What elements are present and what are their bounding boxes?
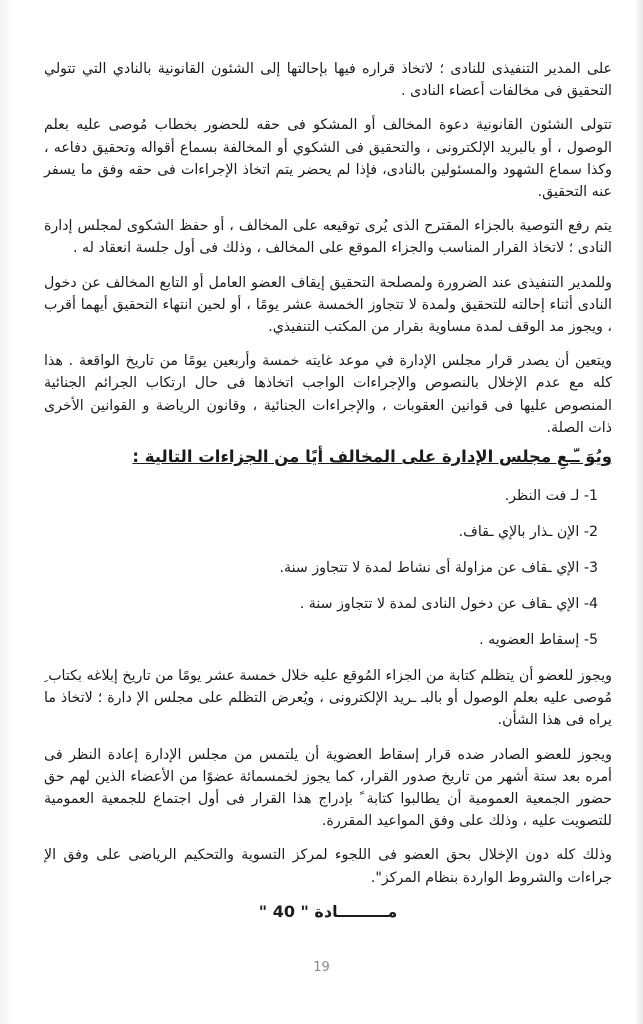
paragraph: ويجوز للعضو الصادر ضده قرار إسقاط العضوية أن يلتمس من مجلس الإدارة إعادة النظر فى أمره بعد ستة أشهر من تاريخ صدور القرار، كما يجوز لخمسمائة عضوًا من الأعضاء الذين لهم حق حضور الجمعية العمومية أن يطالبوا كتابة ً بإدراج هذا القرار فى أول اجتماع للجمعية العمومية للتصويت عليه ، وذلك على وفق المواعيد المقررة. — [44, 746, 612, 830]
list-item: 4- الإي ـقاف عن دخول النادى لمدة لا تتجاوز سنة . — [299, 596, 598, 613]
list-item: 2- الإن ـذار بالإي ـقاف. — [458, 524, 598, 541]
article-title: مـــــــــادة " 40 " — [258, 901, 398, 921]
list-item: 1- لـ فت النظر. — [504, 488, 598, 505]
document-body — [44, 58, 612, 923]
page-number: 19 — [313, 960, 330, 975]
paragraph: تتولى الشئون القانونية دعوة المخالف أو المشكو فى حقه للحضور بخطاب مُوصى عليه بعلم الوصول ، أو بالبريد الإلكترونى ، والتحقيق فى الشكوي أو المخالفة بسماع أقواله وتحقيق دفاعه ، وكذا سماع الشهود والمسئولين بالنادى، فإذا لم يحضر يتم اتخاذ الإجراءات فى حقه وفق ما يسفر عنه التحقيق. — [44, 117, 612, 201]
paragraph: على المدير التنفيذى للنادى ؛ لاتخاذ قراره فيها بإحالتها إلى الشئون القانونية بالنادي التي تتولي التحقيق فى مخالفات أعضاء النادى . — [44, 61, 612, 100]
paragraph: وذلك كله دون الإخلال بحق العضو فى اللجوء لمركز التسوية والتحكيم الرياضى على وفق الإ جراءات والشروط الواردة بنظام المركز". — [44, 847, 612, 886]
paragraph: وللمدير التنفيذى عند الضرورة ولمصلحة التحقيق إيقاف العضو العامل أو التابع المخالف عن دخول النادى أثناء إحالته للتحقيق ولمدة لا تتجاوز الخمسة عشر يومًا ، أو لحين انتهاء التحقيق أيهما أقرب ، ويجوز مد الوقف لمدة مساوية بقرار من المكتب التنفيذي. — [44, 274, 612, 336]
list-item: 3- الإي ـقاف عن مزاولة أى نشاط لمدة لا تتجاوز سنة. — [279, 560, 598, 577]
penalties-list — [44, 485, 612, 651]
list-item: 5- إسقاط العضويه . — [479, 632, 598, 649]
penalties-heading: ويُوَ ـّـعِ مجلس الإدارة على المخالف أيًا من الجزاءات التالية : — [132, 447, 612, 467]
paragraph: ويتعين أن يصدر قرار مجلس الإدارة في موعد غايته خمسة وأربعين يومًا من تاريخ الواقعة . هذا كله مع عدم الإخلال بالنصوص والإجراءات الواجب اتخاذها فى حال ارتكاب الجرائم الجنائية المنصوص عليها فى قوانين العقوبات ، والإجراءات الجنائية ، وقانون الرياضة و القوانين الأخرى ذات الصلة. — [44, 353, 612, 436]
paragraph: يتم رفع التوصية بالجزاء المقترح الذى يُرى توقيعه على المخالف ، أو حفظ الشكوى لمجلس إدارة النادى ؛ لاتخاذ القرار المناسب والجزاء الموقع على المخالف ، وذلك فى أول جلسة انعقاد له . — [44, 218, 612, 257]
paragraph: ويجوز للعضو أن يتظلم كتابة من الجزاء المُوقع عليه خلال خمسة عشر يومًا من تاريخ إبلاغه بكتاب ِ مُوصى عليه بعلم الوصول أو بالبـ ـريد الإلكترونى ، ويُعرض التظلم على مجلس الإ دارة ؛ لاتخاذ ما يراه فى هذا الشأن. — [44, 668, 612, 729]
page-edge-shadow — [635, 0, 643, 1024]
